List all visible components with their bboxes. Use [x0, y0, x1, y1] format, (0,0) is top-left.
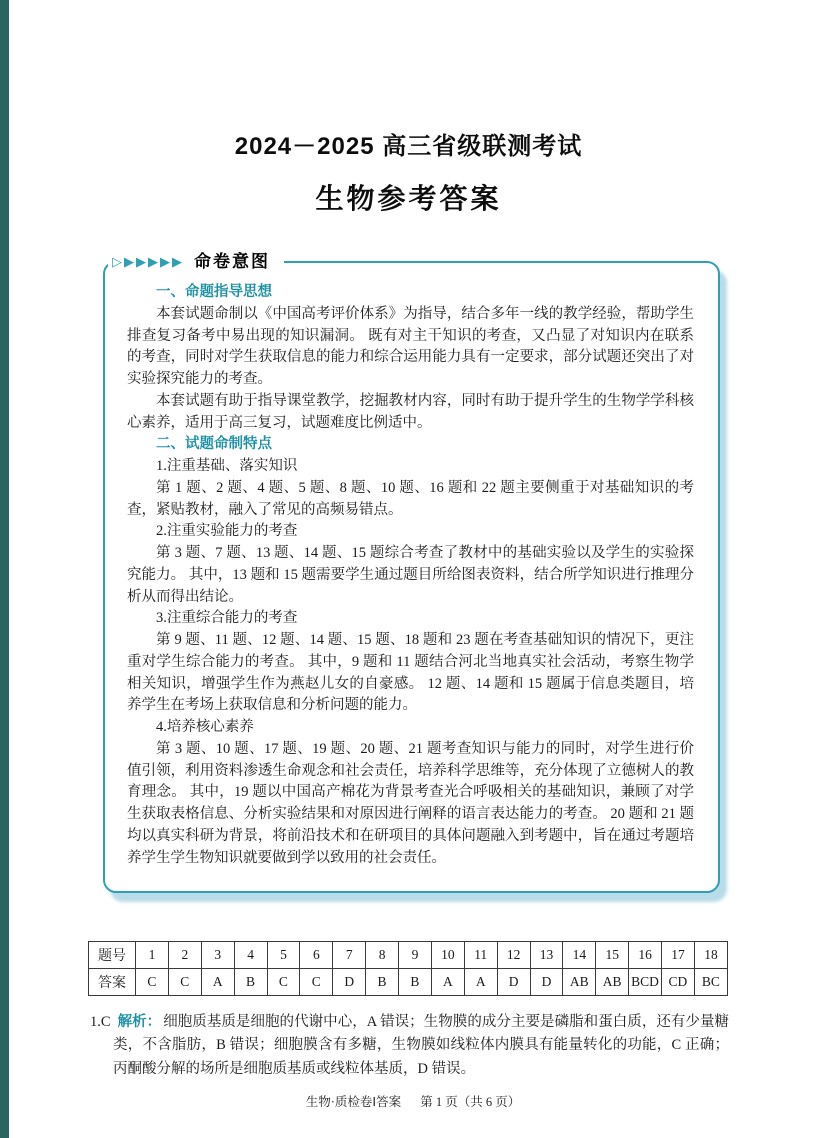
answer-cell: A — [201, 969, 234, 996]
answer-cell: A — [464, 969, 497, 996]
page-subtitle: 生物参考答案 — [315, 183, 502, 214]
exam-intent-box — [103, 252, 720, 893]
question-number-cell: 8 — [366, 942, 399, 969]
question-number-cell: 13 — [530, 942, 563, 969]
explanation-number: 1.C — [90, 1014, 111, 1031]
question-number-cell: 3 — [201, 942, 234, 969]
explanation-label: 解析： — [117, 1014, 162, 1031]
question-number-cell: 12 — [497, 942, 530, 969]
question-number-cell: 14 — [563, 942, 596, 969]
page-title: 2024－2025 高三省级联测考试 — [234, 133, 583, 160]
section-2-heading: 二、试题命制特点 — [156, 436, 272, 453]
answer-cell: AB — [596, 969, 629, 996]
feature-1-text: 第 1 题、2 题、4 题、5 题、8 题、10 题、16 题和 22 题主要侧重于对基础知识的考查，紧贴教材，融入了常见的高频易错点。 — [127, 479, 694, 518]
answer-cell: D — [530, 969, 563, 996]
answer-cell: B — [399, 969, 432, 996]
feature-3-heading: 3.注重综合能力的考查 — [156, 610, 298, 627]
question-number-cell: 5 — [267, 942, 300, 969]
feature-3-text: 第 9 题、11 题、12 题、14 题、15 题、18 题和 23 题在考查基础知识的情况下，更注重对学生综合能力的考查。 其中，9 题和 11 题结合河北当地真实社会活动，考察生物学相关知识，增强学生作为燕赵儿女的自豪感。 12 题、14 题和 15 题属于信息类题目，培养学生在考场上获取信息和分析问题的能力。 — [127, 632, 694, 714]
question-number-cell: 9 — [399, 942, 432, 969]
answer-cell: CD — [662, 969, 695, 996]
feature-2-text: 第 3 题、7 题、13 题、14 题、15 题综合考查了教材中的基础实验以及学生的实验探究能力。 其中，13 题和 15 题需要学生通过题目所给图表资料，结合所学知识进行推理分析从而得出结论。 — [127, 545, 694, 605]
page-footer — [9, 1092, 817, 1110]
intent-box-body — [105, 263, 718, 891]
answer-cell: BCD — [629, 969, 662, 996]
intent-box-title: 命卷意图 — [194, 252, 270, 271]
footer-page-number: 第 1 页（共 6 页） — [420, 1095, 521, 1109]
answer-cell: C — [300, 969, 333, 996]
question-number-cell: 17 — [662, 942, 695, 969]
answer-cell: D — [497, 969, 530, 996]
explanation-text: 细胞质基质是细胞的代谢中心，A 错误；生物膜的成分主要是磷脂和蛋白质，还有少量糖类，不含脂肪，B 错误；细胞膜含有多糖，生物膜如线粒体内膜具有能量转化的功能，C 正确；丙酮酸分解的场所是细胞质基质或线粒体基质，D 错误。 — [113, 1014, 730, 1077]
question-number-cell: 4 — [234, 942, 267, 969]
answer-cell: AB — [563, 969, 596, 996]
feature-4-text: 第 3 题、10 题、17 题、19 题、20 题、21 题考查知识与能力的同时，对学生进行价值引领，利用资料渗透生命观念和社会责任，培养科学思维等，充分体现了立德树人的教育理念。 其中，19 题以中国高产棉花为背景考查光合呼吸相关的基础知识，兼顾了对学生获取表格信息、分析实验结果和对原因进行阐释的语言表达能力的考查。 20 题和 21 题均以真实科研为背景，将前沿技术和在研项目的具体问题融入到考题中，旨在通过考题培养学生学生物知识就要做到学以致用的社会责任。 — [127, 740, 694, 866]
question-number-cell: 11 — [464, 942, 497, 969]
answer-cell: D — [333, 969, 366, 996]
section-1-paragraph-2: 本套试题有助于指导课堂教学，挖掘教材内容，同时有助于提升学生的生物学学科核心素养，适用于高三复习，试题难度比例适中。 — [127, 392, 694, 431]
question-number-cell: 6 — [300, 942, 333, 969]
question-number-cell: 2 — [168, 942, 201, 969]
question-number-row — [89, 942, 728, 969]
question-number-cell: 16 — [629, 942, 662, 969]
explanation-item-1 — [90, 1011, 729, 1081]
left-edge-bar — [0, 0, 9, 1138]
answer-cell: B — [366, 969, 399, 996]
answer-cell: BC — [694, 969, 727, 996]
intent-box-header — [108, 250, 284, 274]
answer-cell: C — [267, 969, 300, 996]
answer-table — [88, 941, 728, 996]
footer-document-name: 生物·质检卷Ⅰ答案 — [305, 1095, 402, 1109]
question-number-cell: 1 — [136, 942, 169, 969]
feature-1-heading: 1.注重基础、落实知识 — [156, 458, 298, 474]
section-1-heading: 一、命题指导思想 — [156, 284, 272, 300]
answer-cell: C — [168, 969, 201, 996]
answer-label: 答案 — [89, 969, 136, 996]
question-number-cell: 18 — [694, 942, 727, 969]
section-1-paragraph-1: 本套试题命制以《中国高考评价体系》为指导，结合多年一线的教学经验，帮助学生排查复习备考中易出现的知识漏洞。 既有对主干知识的考查，又凸显了对知识内在联系的考查，同时对学生获取信息的能力和综合运用能力具有一定要求，部分试题还突出了对实验探究能力的考查。 — [127, 305, 694, 387]
question-number-cell: 15 — [596, 942, 629, 969]
feature-4-heading: 4.培养核心素养 — [156, 719, 254, 735]
page-header — [0, 0, 817, 217]
question-number-label: 题号 — [89, 942, 136, 969]
answer-cell: B — [234, 969, 267, 996]
question-number-cell: 7 — [333, 942, 366, 969]
right-arrows-icon: ▶▶▶▶▶ — [124, 254, 184, 269]
answer-row — [89, 969, 728, 996]
question-number-cell: 10 — [431, 942, 464, 969]
hollow-arrow-icon: ▷ — [112, 254, 122, 269]
answer-cell: C — [136, 969, 169, 996]
feature-2-heading: 2.注重实验能力的考查 — [156, 523, 298, 540]
answer-cell: A — [431, 969, 464, 996]
